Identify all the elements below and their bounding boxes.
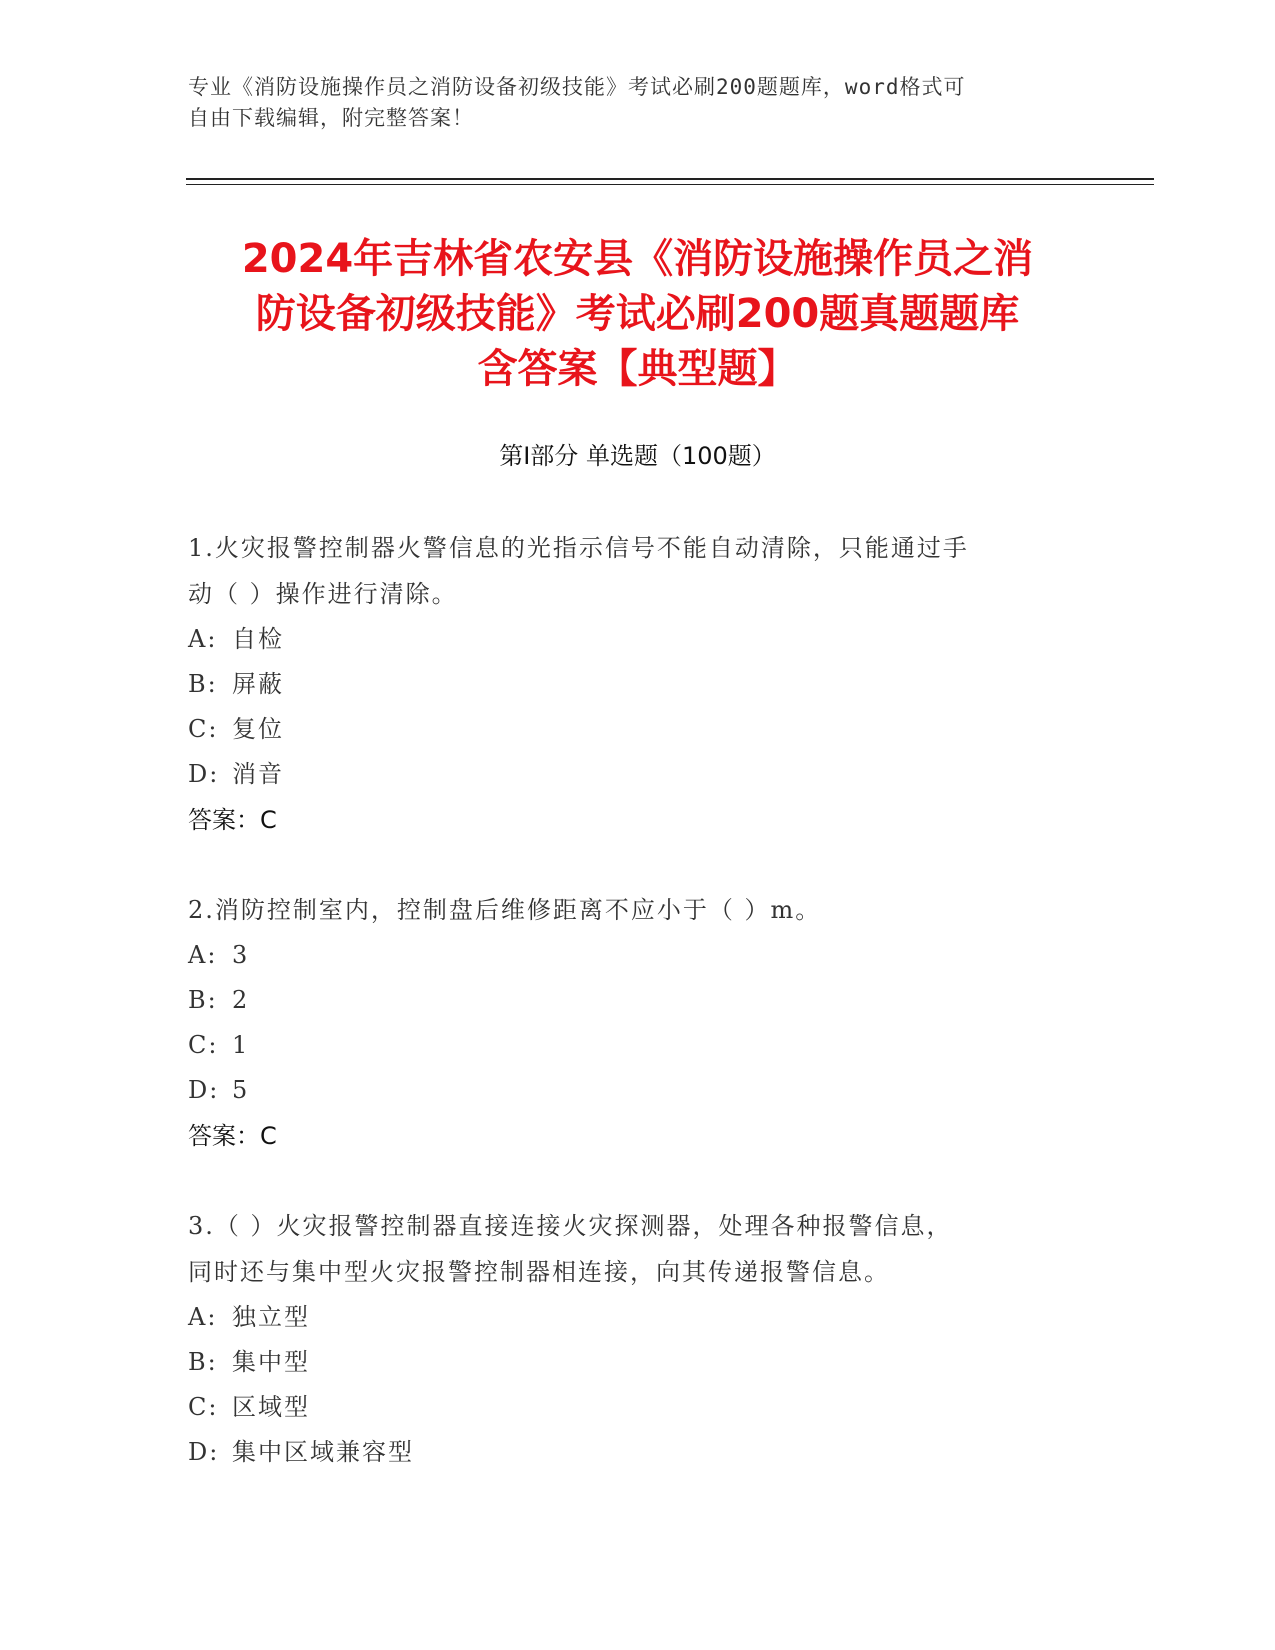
answer-label: 答案：C (188, 1122, 277, 1150)
question-stem-line-2: 同时还与集中型火灾报警控制器相连接，向其传递报警信息。 (188, 1258, 890, 1286)
option-d (188, 1068, 1068, 1113)
option-key: D: (188, 760, 220, 788)
question-2 (188, 887, 1068, 1159)
option-text: 1 (232, 1031, 250, 1059)
option-a (188, 617, 1068, 662)
option-text: 5 (232, 1076, 250, 1104)
header-note-line-1: 专业《消防设施操作员之消防设备初级技能》考试必刷200题题库，word格式可 (188, 75, 966, 99)
option-key: B: (188, 986, 218, 1014)
document-title-line-3: 含答案【典型题】 (477, 346, 798, 392)
question-stem (188, 887, 1068, 933)
question-list (188, 525, 1068, 1519)
question-stem-line-1: 3.（ ）火灾报警控制器直接连接火灾探测器，处理各种报警信息， (188, 1212, 953, 1240)
question-stem (188, 1203, 1068, 1295)
option-a (188, 1295, 1068, 1340)
option-d (188, 752, 1068, 797)
question-1 (188, 525, 1068, 843)
option-d (188, 1430, 1068, 1475)
header-divider-thin (186, 184, 1154, 185)
option-b (188, 1340, 1068, 1385)
option-c (188, 1023, 1068, 1068)
option-key: B: (188, 670, 218, 698)
option-key: D: (188, 1076, 220, 1104)
question-stem-line-2: 动（ ）操作进行清除。 (188, 580, 458, 608)
document-title-line-2: 防设备初级技能》考试必刷200题真题题库 (255, 291, 1020, 337)
option-b (188, 978, 1068, 1023)
question-stem-line-1: 1.火灾报警控制器火警信息的光指示信号不能自动清除，只能通过手 (188, 534, 969, 562)
answer-label: 答案：C (188, 806, 277, 834)
option-text: 自检 (232, 625, 284, 653)
option-text: 复位 (232, 715, 284, 743)
option-text: 集中区域兼容型 (232, 1438, 414, 1466)
header-note-line-2: 自由下载编辑，附完整答案！ (188, 106, 474, 130)
option-c (188, 707, 1068, 752)
option-text: 屏蔽 (232, 670, 284, 698)
document-title-line-1: 2024年吉林省农安县《消防设施操作员之消 (241, 236, 1034, 282)
option-b (188, 662, 1068, 707)
document-title (170, 232, 1105, 397)
header-note (188, 72, 1068, 134)
option-a (188, 933, 1068, 978)
section-heading: 第I部分 单选题（100题） (499, 442, 776, 470)
option-key: D: (188, 1438, 220, 1466)
question-stem (188, 525, 1068, 617)
option-text: 集中型 (232, 1348, 310, 1376)
option-key: A: (188, 941, 218, 969)
option-c (188, 1385, 1068, 1430)
option-key: C: (188, 1031, 219, 1059)
option-key: A: (188, 1303, 218, 1331)
question-stem-line-1: 2.消防控制室内，控制盘后维修距离不应小于（ ）m。 (188, 896, 822, 924)
option-key: A: (188, 625, 218, 653)
option-key: C: (188, 1393, 219, 1421)
option-key: B: (188, 1348, 218, 1376)
option-text: 消音 (232, 760, 284, 788)
option-key: C: (188, 715, 219, 743)
option-text: 3 (232, 941, 250, 969)
question-3 (188, 1203, 1068, 1475)
option-text: 2 (232, 986, 250, 1014)
option-text: 独立型 (232, 1303, 310, 1331)
option-text: 区域型 (232, 1393, 310, 1421)
header-divider-thick (186, 178, 1154, 180)
